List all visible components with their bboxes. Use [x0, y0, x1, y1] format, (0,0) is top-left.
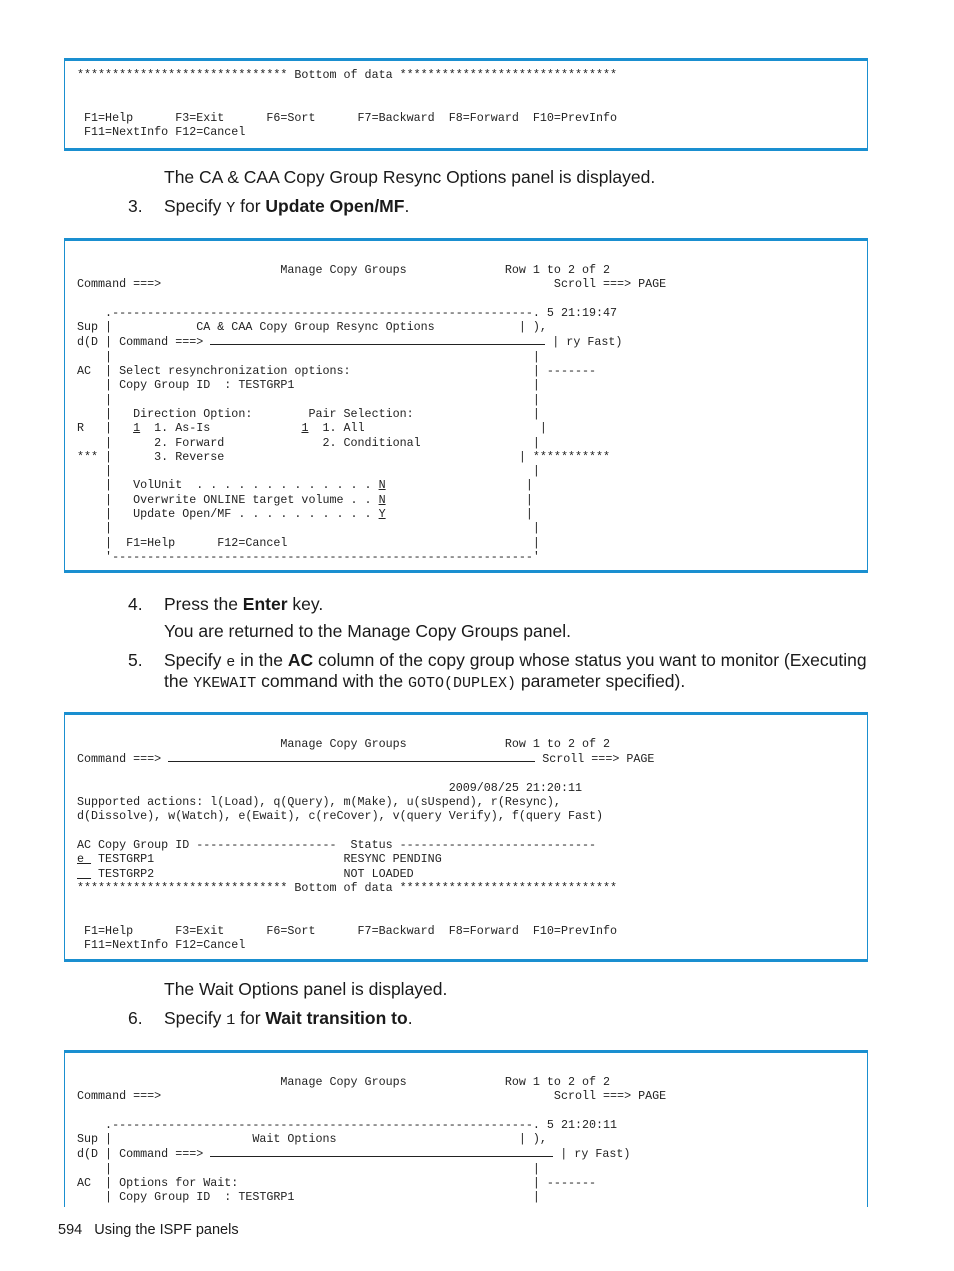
paragraph-returned: You are returned to the Manage Copy Groups panel.: [164, 621, 571, 641]
step-6-text: Specify 1 for Wait transition to.: [164, 1008, 413, 1029]
step-6-number: 6.: [128, 1008, 143, 1028]
step-5-text-line1: Specify e in the AC column of the copy group whose status you want to monitor (Executing: [164, 650, 867, 671]
wait-command-input[interactable]: [210, 1146, 553, 1157]
popup-command-input[interactable]: [210, 334, 545, 345]
step-3-number: 3.: [128, 196, 143, 216]
overwrite-online-input[interactable]: N: [378, 492, 386, 507]
step-4-number: 4.: [128, 594, 143, 614]
volunit-input[interactable]: N: [378, 478, 386, 493]
panel2-text: Manage Copy Groups Row 1 to 2 of 2 Command ===> Scroll ===> PAGE .------------------------------------------------------------. 5 21:19:47 Sup | CA & CAA Copy Group Resync Options | ), d(D | Command ===> | ry Fast) | | AC | Select resynchronization options: | ------- | Copy Group ID : TESTGRP1 | | | | Direction Option: Pair Selection: | R | 1 1. As-Is 1 1. All | | 2. Forward 2. Conditional | *** | 3. Reverse | *********** | | | VolUnit . . . . . . . . . . . . . N | | Overwrite ONLINE target volume . . N | | Update Open/MF . . . . . . . . . . Y | | | | F1=Help F12=Cancel | '------------------------------------------------------------': [77, 263, 667, 564]
page-footer: [58, 1222, 239, 1238]
page-number: 594: [58, 1222, 83, 1238]
footer-title: Using the ISPF panels: [94, 1222, 239, 1238]
terminal-panel-wait-options: [64, 1050, 868, 1207]
step-5-text-line2: the YKEWAIT command with the GOTO(DUPLEX) parameter specified).: [164, 671, 686, 692]
terminal-panel-manage-copy-groups: [64, 712, 868, 962]
update-open-mf-input[interactable]: Y: [378, 507, 386, 522]
direction-option-input[interactable]: 1: [133, 421, 141, 436]
ac-input-testgrp2[interactable]: [77, 867, 91, 881]
pair-selection-input[interactable]: 1: [301, 421, 309, 436]
table-row: TESTGRP1 RESYNC PENDING: [91, 852, 442, 867]
ac-input-testgrp1[interactable]: e: [77, 852, 92, 867]
panel3-text: Manage Copy Groups Row 1 to 2 of 2 Command ===> Scroll ===> PAGE 2009/08/25 21:20:11 Supported actions: l(Load), q(Query), m(Make), u(sUspend), r(Resync), d(Dissolve), w(Watch), e(Ewait), c(reCover), v(query Verify), f(query Fast) AC Copy Group ID -------------------- Status ---------------------------- e TESTGRP1 RESYNC PENDING TESTGRP2 NOT LOADED ****************************** Bottom of data ******************************* F1=Help F3=Exit F6=Sort F7=Backward F8=Forward F10=PrevInfo F11=NextInfo F12=Cancel: [77, 737, 655, 953]
panel4-text: Manage Copy Groups Row 1 to 2 of 2 Command ===> Scroll ===> PAGE .------------------------------------------------------------. 5 21:20:11 Sup | Wait Options | ), d(D | Command ===> | ry Fast) | | AC | Options for Wait: | ------- | Copy Group ID : TESTGRP1 |: [77, 1075, 667, 1205]
paragraph-resync-displayed: The CA & CAA Copy Group Resync Options panel is displayed.: [164, 167, 656, 187]
step-4-text: Press the Enter key.: [164, 594, 324, 614]
step-5-number: 5.: [128, 650, 143, 670]
terminal-panel-bottom-of-data: [64, 58, 868, 151]
panel1-text: ****************************** Bottom of data ******************************* F1=Help F3=Exit F6=Sort F7=Backward F8=Forward F10=PrevInfo F11=NextInfo F12=Cancel: [77, 68, 618, 140]
paragraph-wait-displayed: The Wait Options panel is displayed.: [164, 979, 448, 999]
step-3-text: Specify Y for Update Open/MF.: [164, 196, 410, 217]
table-row: TESTGRP2 NOT LOADED: [91, 866, 414, 881]
command-input[interactable]: [168, 751, 535, 762]
terminal-panel-resync-options: [64, 238, 868, 573]
